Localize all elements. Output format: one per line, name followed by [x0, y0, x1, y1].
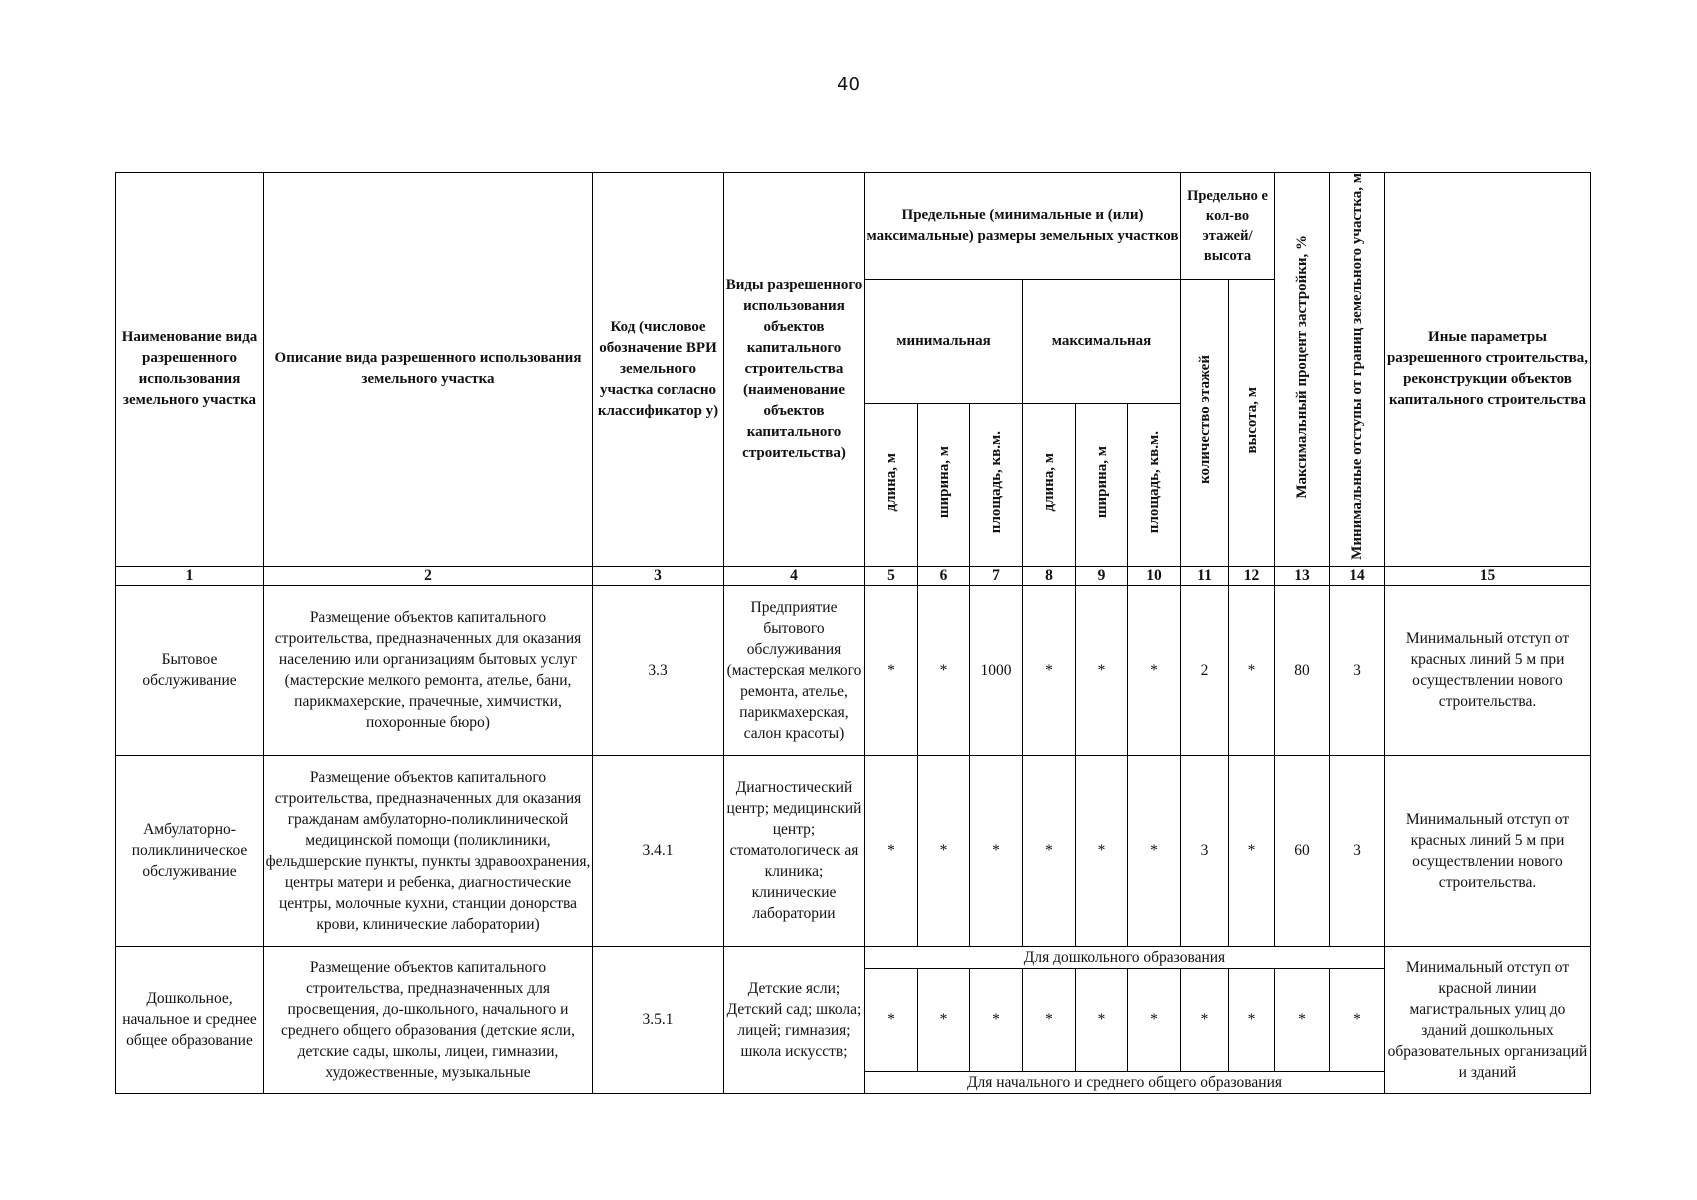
row-objects: Диагностический центр; медицинский центр; стоматологическ ая клиника; клинические лаборатории — [724, 755, 865, 946]
row-description: Размещение объектов капитального строительства, предназначенных для оказания населению или организациям бытовых услуг (мастерские мелкого ремонта, ателье, бани, парикмахерские, прачечные, химчистки, похоронные бюро) — [264, 585, 593, 755]
header-plot-sizes: Предельные (минимальные и (или) максимальные) размеры земельных участков — [865, 173, 1181, 280]
header-code: Код (числовое обозначение ВРИ земельного участка согласно классификатор у) — [593, 173, 724, 567]
header-floors-height: Предельно е кол-во этажей/ высота — [1181, 173, 1275, 280]
cell-floors: * — [1181, 968, 1229, 1071]
cell-min-area: * — [970, 968, 1023, 1071]
col-num: 12 — [1229, 566, 1275, 585]
cell-max-width: * — [1076, 755, 1128, 946]
table-row — [116, 755, 1591, 946]
zoning-table — [115, 172, 1591, 1094]
col-num: 14 — [1330, 566, 1385, 585]
row-description: Размещение объектов капитального строительства, предназначенных для оказания гражданам амбулаторно-поликлинической медицинской помощи (поликлиники, фельдшерские пункты, пункты здравоохранения, центры матери и ребенка, диагностические центры, молочные кухни, станции донорства крови, клинические лаборатории) — [264, 755, 593, 946]
header-name: Наименование вида разрешенного использования земельного участка — [116, 173, 264, 567]
row-other: Минимальный отступ от красных линий 5 м при осуществлении нового строительства. — [1385, 755, 1591, 946]
cell-max-length: * — [1023, 968, 1076, 1071]
col-num: 9 — [1076, 566, 1128, 585]
cell-build-percent: 80 — [1275, 585, 1330, 755]
col-num: 5 — [865, 566, 918, 585]
cell-height: * — [1229, 585, 1275, 755]
cell-build-percent: 60 — [1275, 755, 1330, 946]
column-numbers-row — [116, 566, 1591, 585]
table-row — [116, 946, 1591, 968]
preschool-note: Для дошкольного образования — [865, 946, 1385, 968]
cell-min-width: * — [918, 585, 970, 755]
cell-floors: 2 — [1181, 585, 1229, 755]
cell-setback: 3 — [1330, 755, 1385, 946]
cell-min-area: * — [970, 755, 1023, 946]
row-code: 3.3 — [593, 585, 724, 755]
row-other: Минимальный отступ от красной линии магистральных улиц до зданий дошкольных образовательных организаций и зданий — [1385, 946, 1591, 1093]
cell-max-length: * — [1023, 755, 1076, 946]
header-height: высота, м — [1229, 280, 1275, 567]
cell-min-width: * — [918, 755, 970, 946]
row-code: 3.4.1 — [593, 755, 724, 946]
cell-height: * — [1229, 755, 1275, 946]
header-min-width: ширина, м — [918, 403, 970, 566]
school-note: Для начального и среднего общего образования — [865, 1071, 1385, 1093]
header-min-area: площадь, кв.м. — [970, 403, 1023, 566]
row-objects: Предприятие бытового обслуживания (мастерская мелкого ремонта, ателье, парикмахерская, салон красоты) — [724, 585, 865, 755]
row-description: Размещение объектов капитального строительства, предназначенных для просвещения, до-школьного, начального и среднего общего образования (детские ясли, детские сады, школы, лицеи, гимназии, художественные, музыкальные — [264, 946, 593, 1093]
header-max-area: площадь, кв.м. — [1128, 403, 1181, 566]
cell-setback: * — [1330, 968, 1385, 1071]
row-objects: Детские ясли; Детский сад; школа; лицей; гимназия; школа искусств; — [724, 946, 865, 1093]
cell-max-length: * — [1023, 585, 1076, 755]
header-min-length: длина, м — [865, 403, 918, 566]
cell-max-area: * — [1128, 755, 1181, 946]
cell-max-area: * — [1128, 968, 1181, 1071]
col-num: 7 — [970, 566, 1023, 585]
cell-build-percent: * — [1275, 968, 1330, 1071]
table-row — [116, 585, 1591, 755]
header-floors: количество этажей — [1181, 280, 1229, 567]
row-code: 3.5.1 — [593, 946, 724, 1093]
col-num: 11 — [1181, 566, 1229, 585]
header-minimal: минимальная — [865, 280, 1023, 404]
cell-max-width: * — [1076, 968, 1128, 1071]
col-num: 10 — [1128, 566, 1181, 585]
cell-min-width: * — [918, 968, 970, 1071]
header-build-percent: Максимальный процент застройки, % — [1275, 173, 1330, 567]
col-num: 6 — [918, 566, 970, 585]
col-num: 8 — [1023, 566, 1076, 585]
page-number: 40 — [837, 74, 860, 95]
header-objects: Виды разрешенного использования объектов капитального строительства (наименование объектов капитального строительства) — [724, 173, 865, 567]
header-max-width: ширина, м — [1076, 403, 1128, 566]
col-num: 13 — [1275, 566, 1330, 585]
row-name: Дошкольное, начальное и среднее общее образование — [116, 946, 264, 1093]
row-name: Амбулаторно-поликлиническое обслуживание — [116, 755, 264, 946]
col-num: 2 — [264, 566, 593, 585]
cell-floors: 3 — [1181, 755, 1229, 946]
cell-max-width: * — [1076, 585, 1128, 755]
cell-setback: 3 — [1330, 585, 1385, 755]
col-num: 1 — [116, 566, 264, 585]
header-max-length: длина, м — [1023, 403, 1076, 566]
cell-min-length: * — [865, 585, 918, 755]
header-other-params: Иные параметры разрешенного строительства, реконструкции объектов капитального строительства — [1385, 173, 1591, 567]
row-other: Минимальный отступ от красных линий 5 м при осуществлении нового строительства. — [1385, 585, 1591, 755]
cell-max-area: * — [1128, 585, 1181, 755]
cell-min-area: 1000 — [970, 585, 1023, 755]
cell-height: * — [1229, 968, 1275, 1071]
header-description: Описание вида разрешенного использования земельного участка — [264, 173, 593, 567]
row-name: Бытовое обслуживание — [116, 585, 264, 755]
header-min-setback: Минимальные отступы от границ земельного участка, м — [1330, 173, 1385, 567]
cell-min-length: * — [865, 968, 918, 1071]
col-num: 4 — [724, 566, 865, 585]
col-num: 15 — [1385, 566, 1591, 585]
cell-min-length: * — [865, 755, 918, 946]
col-num: 3 — [593, 566, 724, 585]
header-maximal: максимальная — [1023, 280, 1181, 404]
